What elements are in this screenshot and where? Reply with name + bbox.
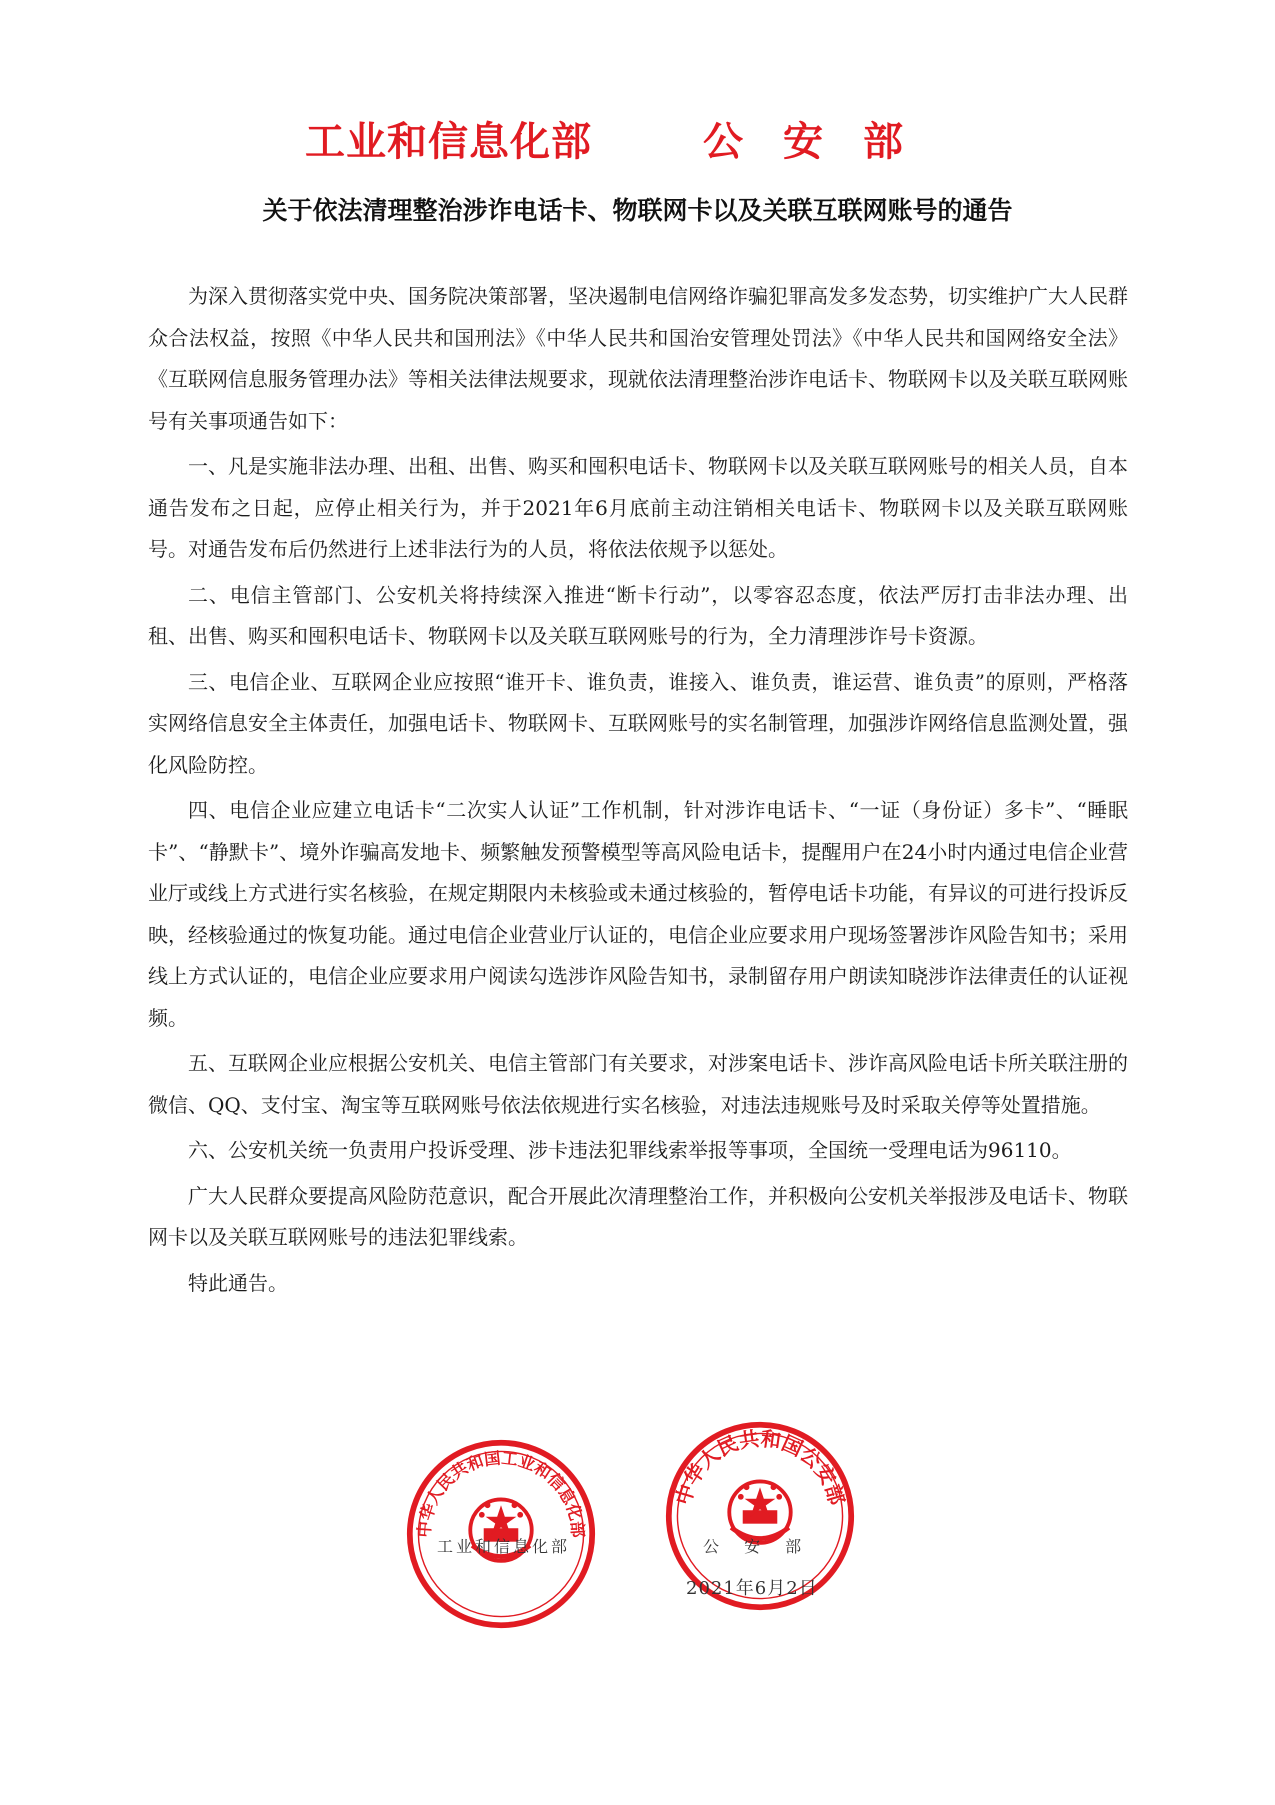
clause-6: 六、公安机关统一负责用户投诉受理、涉卡违法犯罪线索举报等事项，全国统一受理电话为96110。 [188,1138,1072,1162]
document-title: 关于依法清理整治涉诈电话卡、物联网卡以及关联互联网账号的通告 [262,196,1013,225]
notice-body [148,276,1128,1308]
clause-1: 一、凡是实施非法办理、出租、出售、购买和囤积电话卡、物联网卡以及关联互联网账号的相关人员，自本通告发布之日起，应停止相关行为，并于2021年6月底前主动注销相关电话卡、物联网卡以及关联互联网账号。对通告发布后仍然进行上述非法行为的人员，将依法依规予以惩处。 [148,454,1128,561]
clause-3: 三、电信企业、互联网企业应按照“谁开卡、谁负责，谁接入、谁负责，谁运营、谁负责”的原则，严格落实网络信息安全主体责任，加强电话卡、物联网卡、互联网账号的实名制管理，加强涉诈网络信息监测处置，强化风险防控。 [148,669,1128,777]
closing-paragraph: 特此通告。 [188,1270,288,1295]
issuing-authorities-header [0,118,1275,178]
issuer-miit: 工业和信息化部 [305,118,592,165]
seal-2-ring-text: 中华人民共和国公安部 [670,1426,850,1508]
intro-paragraph: 为深入贯彻落实党中央、国务院决策部署，坚决遏制电信网络诈骗犯罪高发多发态势，切实维护广大人民群众合法权益，按照《中华人民共和国刑法》《中华人民共和国治安管理处罚法》《中华人民共和国网络安全法》《互联网信息服务管理办法》等相关法律法规要求，现就依法清理整治涉诈电话卡、物联网卡以及关联互联网账号有关事项通告如下： [148,284,1128,433]
signer-mps: 公 安 部 [703,1537,812,1556]
issuer-mps: 公安部 [703,118,943,165]
clause-5: 五、互联网企业应根据公安机关、电信主管部门有关要求，对涉案电话卡、涉诈高风险电话卡所关联注册的微信、QQ、支付宝、淘宝等互联网账号依法依规进行实名核验，对违法违规账号及时采取关停等处置措施。 [148,1051,1128,1117]
issue-date: 2021年6月2日 [686,1578,818,1599]
signer-miit: 工业和信息化部 [437,1537,571,1556]
clause-4: 四、电信企业应建立电话卡“二次实人认证”工作机制，针对涉诈电话卡、“一证（身份证）多卡”、“睡眠卡”、“静默卡”、境外诈骗高发地卡、频繁触发预警模型等高风险电话卡，提醒用户在24小时内通过电信企业营业厅或线上方式进行实名核验，在规定期限内未核验或未通过核验的，暂停电话卡功能，有异议的可进行投诉反映，经核验通过的恢复功能。通过电信企业营业厅认证的，电信企业应要求用户现场签署涉诈风险告知书；采用线上方式认证的，电信企业应要求用户阅读勾选涉诈风险告知书，录制留存用户朗读知晓涉诈法律责任的认证视频。 [148,798,1128,1030]
clause-2: 二、电信主管部门、公安机关将持续深入推进“断卡行动”，以零容忍态度，依法严厉打击非法办理、出租、出售、购买和囤积电话卡、物联网卡以及关联互联网账号的行为，全力清理涉诈号卡资源。 [148,582,1128,648]
public-appeal-paragraph: 广大人民群众要提高风险防范意识，配合开展此次清理整治工作，并积极向公安机关举报涉及电话卡、物联网卡以及关联互联网账号的违法犯罪线索。 [148,1183,1128,1249]
seal-1-ring-text: 中华人民共和国工业和信息化部 [414,1448,588,1539]
